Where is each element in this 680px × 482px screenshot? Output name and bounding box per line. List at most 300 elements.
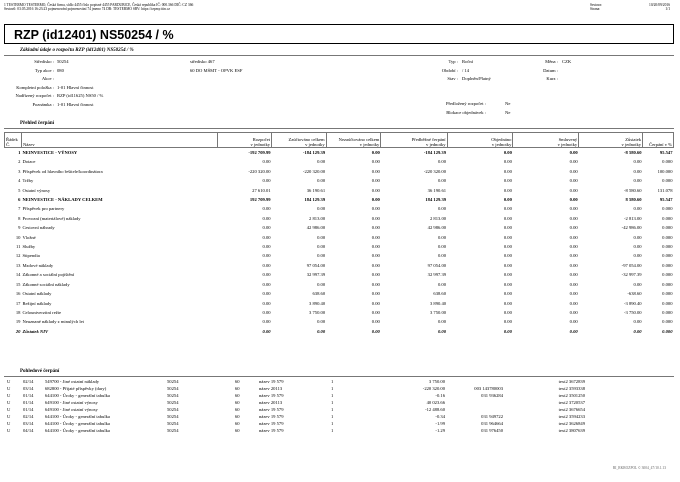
overview-table bbox=[4, 132, 674, 336]
row-number: 7 bbox=[18, 206, 21, 212]
col-header: Název bbox=[21, 133, 217, 148]
movement-cell: 031 964664 bbox=[481, 421, 503, 426]
movement-cell: název 19 579 bbox=[259, 428, 284, 433]
row-value: 0.00 bbox=[503, 262, 512, 268]
movement-cell: název 19 579 bbox=[259, 414, 284, 419]
row-number: 10 bbox=[15, 234, 21, 240]
row-value: 95.547 bbox=[659, 150, 673, 155]
row-value: 0.000 bbox=[662, 291, 673, 297]
row-number: 13 bbox=[15, 262, 21, 268]
row-value: 36 190.61 bbox=[306, 187, 326, 193]
row-value: 0.00 bbox=[371, 281, 380, 287]
row-value: 0.00 bbox=[569, 272, 578, 278]
row-value: 0.00 bbox=[569, 328, 578, 334]
row-value: -42 986.00 bbox=[621, 225, 642, 231]
movement-cell: 1 bbox=[331, 386, 334, 391]
row-value: 0.00 bbox=[371, 300, 380, 306]
movement-cell: 50254 bbox=[167, 379, 179, 384]
row-number: 18 bbox=[15, 309, 21, 315]
row-value: 0.00 bbox=[317, 244, 326, 250]
row-number: 14 bbox=[15, 272, 21, 278]
currency-label: Měna : bbox=[545, 59, 558, 64]
row-value: 0.00 bbox=[569, 244, 578, 250]
row-value: 0.00 bbox=[503, 187, 512, 193]
page-title: RZP (id12401) NS50254 / % bbox=[14, 28, 174, 42]
row-value: 0.00 bbox=[371, 262, 380, 268]
row-value: -2 813.00 bbox=[623, 215, 642, 221]
row-name: Dotace bbox=[22, 159, 36, 165]
row-number: 20 bbox=[15, 328, 21, 334]
row-value: 0.00 bbox=[569, 234, 578, 240]
movement-cell: -0.34 bbox=[435, 414, 445, 419]
movement-cell: 60 bbox=[235, 414, 240, 419]
col-header: Rozpočet v jednotky bbox=[217, 133, 271, 148]
movement-cell: 003 143780003 bbox=[474, 386, 503, 391]
row-value: 36 190.61 bbox=[427, 187, 447, 193]
movement-cell: 1 bbox=[331, 379, 334, 384]
movement-cell: 50254 bbox=[167, 428, 179, 433]
row-value: 0.000 bbox=[662, 178, 673, 184]
movement-cell: 40 023.66 bbox=[426, 400, 445, 405]
movements-heading: Pohledové čerpání bbox=[20, 369, 60, 374]
row-value: 0.00 bbox=[317, 253, 326, 259]
type-label: Typ : bbox=[448, 59, 458, 64]
field-label: Středisko : bbox=[34, 59, 54, 64]
movement-cell: 60 bbox=[235, 428, 240, 433]
row-value: 0.00 bbox=[503, 319, 512, 325]
row-value: 0.00 bbox=[371, 187, 380, 193]
row-name: Celouniverzitní režie bbox=[22, 309, 62, 315]
row-value: 0.00 bbox=[503, 215, 512, 221]
row-value: 0.00 bbox=[317, 281, 326, 287]
row-value: 0.00 bbox=[262, 262, 271, 268]
flag-label: Blokace objednávek : bbox=[446, 109, 486, 115]
movement-cell: U bbox=[7, 386, 11, 391]
row-name: Příspěvek od hlavního řešitele/koordinátora bbox=[22, 168, 103, 174]
row-value: 0.00 bbox=[262, 215, 271, 221]
col-header: Zaúčtováno celkem v jednotky bbox=[272, 133, 327, 148]
row-value: 0.00 bbox=[371, 159, 380, 165]
movement-cell: U bbox=[7, 421, 11, 426]
list-item bbox=[6, 413, 586, 420]
row-value: -192 709.99 bbox=[248, 150, 271, 155]
row-name: Zůstatek NIV bbox=[22, 328, 49, 334]
row-value: -638.60 bbox=[627, 291, 642, 297]
table-row bbox=[5, 233, 674, 242]
field-value bbox=[57, 76, 103, 85]
company-header bbox=[4, 3, 193, 12]
flags-labels bbox=[410, 101, 486, 118]
movement-cell: 031 949722 bbox=[481, 414, 503, 419]
row-value: 0.00 bbox=[569, 168, 578, 174]
row-name: Stipendia bbox=[22, 253, 40, 259]
movement-cell: 1 bbox=[331, 393, 334, 398]
row-value: 0.00 bbox=[371, 253, 380, 259]
basic-info-extra bbox=[190, 59, 242, 76]
row-value: 0.00 bbox=[317, 319, 326, 325]
field-value: 1-01 Hlavní činnost bbox=[57, 101, 94, 107]
row-value: 0.00 bbox=[437, 234, 447, 240]
row-value: 42 986.00 bbox=[306, 225, 326, 231]
row-name: Vložné bbox=[22, 234, 36, 240]
row-value: 0.00 bbox=[569, 206, 578, 212]
table-row bbox=[5, 195, 674, 204]
field-extra: středisko 467 bbox=[190, 59, 215, 64]
table-row bbox=[5, 289, 674, 298]
row-value: 0.00 bbox=[503, 206, 512, 212]
movement-cell: text2 3501250 bbox=[558, 393, 585, 398]
row-number: 16 bbox=[15, 291, 21, 297]
movement-cell: 3 750.00 bbox=[428, 379, 445, 384]
row-value: 0.00 bbox=[262, 178, 271, 184]
movement-cell: 682800 - Přijaté příspěvky (dary) bbox=[45, 386, 107, 391]
movement-cell: 549700 - Jiné ostatní náklady bbox=[45, 379, 100, 384]
report-date-label: Sestava: bbox=[590, 3, 602, 7]
row-value: 3 750.00 bbox=[309, 309, 326, 315]
list-item bbox=[6, 392, 586, 399]
movement-cell: 50254 bbox=[167, 407, 179, 412]
type-value: Roční bbox=[462, 59, 473, 64]
table-row bbox=[5, 223, 674, 232]
row-value: 0.00 bbox=[633, 319, 642, 325]
table-row bbox=[5, 186, 674, 195]
row-name: Tržby bbox=[22, 178, 34, 184]
col-header: Smluvený v jednotky bbox=[513, 133, 579, 148]
movement-cell: 60 bbox=[235, 386, 240, 391]
row-number: 8 bbox=[18, 215, 21, 221]
row-number: 19 bbox=[15, 319, 21, 325]
row-value: 0.00 bbox=[371, 178, 380, 184]
page-number: 1/1 bbox=[665, 7, 670, 12]
movement-cell: 04/14 bbox=[23, 428, 34, 433]
row-value: 0.00 bbox=[262, 206, 271, 212]
row-value: 0.000 bbox=[662, 281, 673, 287]
table-row bbox=[5, 327, 674, 336]
row-value: -184 129.39 bbox=[423, 150, 447, 155]
row-value: 0.00 bbox=[569, 281, 578, 287]
page-label: Strana: bbox=[590, 7, 601, 12]
row-value: 100.000 bbox=[657, 168, 673, 174]
row-value: 0.00 bbox=[633, 159, 642, 165]
report-meta bbox=[590, 3, 670, 12]
movement-cell: text2 3626849 bbox=[558, 421, 585, 426]
movement-cell: 01/14 bbox=[23, 407, 34, 412]
row-value: 0.00 bbox=[262, 309, 271, 315]
movement-cell: 60 bbox=[235, 393, 240, 398]
row-value: 0.00 bbox=[437, 319, 447, 325]
row-value: 0.000 bbox=[662, 159, 673, 165]
row-value: 0.00 bbox=[503, 309, 512, 315]
row-value: 0.00 bbox=[503, 328, 512, 334]
currency-values bbox=[562, 59, 571, 68]
movement-cell: text2 3593338 bbox=[558, 386, 585, 391]
movement-cell: -1.99 bbox=[435, 421, 445, 426]
row-value: 0.00 bbox=[503, 197, 512, 203]
row-value: 0.000 bbox=[662, 328, 673, 334]
row-number: 2 bbox=[18, 159, 21, 165]
row-value: 0.00 bbox=[569, 319, 578, 325]
field-value: 1-01 Hlavní činnost bbox=[57, 84, 94, 90]
movements-table bbox=[6, 378, 586, 434]
row-value: 0.00 bbox=[569, 187, 578, 193]
company-line: 1 TESTERMO TESTERMO, Česká firma, sídlo 4455 číslo popisné 4455 PARDUBICE, Česká republika IČ: 000.366 DIČ: CZ 366 bbox=[4, 3, 194, 7]
row-value: 0.000 bbox=[662, 253, 673, 259]
movement-cell: 02/14 bbox=[23, 414, 34, 419]
row-number: 6 bbox=[18, 197, 21, 203]
row-value: 0.00 bbox=[569, 309, 578, 315]
movement-cell: 644100 - Úroky - generální tabulka bbox=[45, 421, 110, 426]
period-label: Období : bbox=[441, 67, 458, 73]
row-value: 0.000 bbox=[662, 215, 673, 221]
row-name: Služby bbox=[22, 244, 36, 250]
row-value: -220 320.00 bbox=[423, 168, 447, 174]
overview-heading: Přehled čerpání bbox=[20, 121, 55, 126]
table-row bbox=[5, 261, 674, 270]
movement-cell: 50254 bbox=[167, 414, 179, 419]
movement-cell: text2 3807639 bbox=[558, 428, 585, 433]
field-value: 50254 bbox=[57, 59, 69, 64]
row-value: 0.00 bbox=[317, 206, 326, 212]
row-value: 192 709.99 bbox=[249, 197, 271, 203]
row-value: 0.00 bbox=[503, 281, 512, 287]
row-value: 0.00 bbox=[503, 300, 512, 306]
row-value: 0.00 bbox=[633, 178, 642, 184]
table-row bbox=[5, 299, 674, 308]
movement-cell: U bbox=[7, 428, 11, 433]
row-value: 0.00 bbox=[569, 150, 578, 155]
row-value: 0.00 bbox=[437, 328, 447, 334]
field-value: RZP (id11625) NS50 / % bbox=[57, 93, 104, 98]
row-value: 0.00 bbox=[437, 206, 447, 212]
row-value: -3 750.00 bbox=[623, 309, 642, 315]
movement-cell: 60 bbox=[235, 400, 240, 405]
row-value: -8 580.60 bbox=[623, 150, 642, 155]
row-value: 0.00 bbox=[371, 225, 380, 231]
row-value: 0.00 bbox=[371, 244, 380, 250]
row-value: 0.00 bbox=[262, 244, 271, 250]
row-value: 0.00 bbox=[633, 281, 642, 287]
state-value: Doplněn/Platný bbox=[462, 76, 491, 81]
table-row bbox=[5, 242, 674, 251]
row-number: 9 bbox=[18, 225, 21, 231]
movement-cell: 60 bbox=[235, 379, 240, 384]
row-value: 0.00 bbox=[371, 206, 380, 212]
movement-cell: text2 3594233 bbox=[558, 414, 585, 419]
row-value: 0.00 bbox=[503, 244, 512, 250]
row-value: 638.60 bbox=[433, 291, 447, 297]
rate-label: Kurz : bbox=[546, 76, 558, 81]
list-item bbox=[6, 385, 586, 392]
col-header: Zůstatek v jednotky bbox=[579, 133, 643, 148]
movement-cell: název 19 579 bbox=[259, 421, 284, 426]
row-number: 3 bbox=[18, 168, 21, 174]
row-value: 95.547 bbox=[659, 197, 673, 203]
row-value: 0.00 bbox=[262, 159, 271, 165]
movement-cell: U bbox=[7, 393, 11, 398]
row-name: Provozní (materiálové) náklady bbox=[22, 215, 81, 221]
row-value: 0.00 bbox=[569, 159, 578, 165]
generated-line: Sestavil: 03.05.2016 16:23:23 pojmenování pojmenování 74 jmeno 74 DB: TESTERMO SRV: https://rzpmy.ttin.cz bbox=[4, 7, 170, 12]
row-name: Režijní náklady bbox=[22, 300, 52, 306]
movement-cell: U bbox=[7, 379, 11, 384]
row-value: 0.00 bbox=[317, 234, 326, 240]
row-value: 0.00 bbox=[262, 225, 271, 231]
row-value: 0.00 bbox=[569, 215, 578, 221]
row-value: 0.00 bbox=[437, 281, 447, 287]
row-value: 0.00 bbox=[371, 328, 380, 334]
field-value: 080 bbox=[57, 67, 64, 73]
movement-cell: -220 320.00 bbox=[422, 386, 445, 391]
row-value: 0.00 bbox=[262, 328, 271, 334]
row-value: -8 580.60 bbox=[623, 187, 642, 193]
row-value: 0.00 bbox=[633, 206, 642, 212]
row-value: 0.00 bbox=[371, 168, 380, 174]
row-value: 0.00 bbox=[503, 272, 512, 278]
row-name: Cestovní náhrady bbox=[22, 225, 55, 231]
row-value: 0.00 bbox=[503, 234, 512, 240]
row-value: 0.000 bbox=[662, 272, 673, 278]
row-value: 0.00 bbox=[317, 328, 326, 334]
row-value: 0.00 bbox=[317, 178, 326, 184]
row-name: Neuznané náklady z minulých let bbox=[22, 319, 84, 325]
movement-cell: 031 936284 bbox=[481, 393, 503, 398]
movement-cell: 649100 - Jiné ostatní výnosy bbox=[45, 400, 98, 405]
movement-cell: U bbox=[7, 400, 11, 405]
list-item bbox=[6, 406, 586, 413]
row-value: 0.00 bbox=[437, 244, 447, 250]
movement-cell: 1 bbox=[331, 400, 334, 405]
row-value: 0.00 bbox=[437, 178, 447, 184]
row-value: 0.00 bbox=[262, 281, 271, 287]
movement-cell: text2 3676654 bbox=[558, 407, 585, 412]
row-value: 0.00 bbox=[569, 225, 578, 231]
movement-cell: 649100 - Jiné ostatní výnosy bbox=[45, 407, 98, 412]
field-label: Akce : bbox=[41, 76, 54, 81]
table-row bbox=[5, 308, 674, 317]
row-name: Ostatní náklady bbox=[22, 291, 52, 297]
movement-cell: název 20113 bbox=[259, 386, 283, 391]
row-name: NEINVESTICE - NÁKLADY CELKEM bbox=[22, 197, 103, 203]
movement-cell bbox=[446, 378, 504, 385]
row-value: 0.000 bbox=[662, 319, 673, 325]
movement-cell: 1 bbox=[331, 428, 334, 433]
row-value: 3 750.00 bbox=[429, 309, 447, 315]
movement-cell: 644100 - Úroky - generální tabulka bbox=[45, 414, 110, 419]
row-value: 0.00 bbox=[371, 309, 380, 315]
type-labels bbox=[410, 59, 458, 85]
row-value: 0.00 bbox=[262, 300, 271, 306]
flag-label: Předložený rozpočet : bbox=[445, 101, 486, 106]
period-value: / 14 bbox=[462, 67, 470, 73]
movement-cell: 031 976450 bbox=[481, 428, 503, 433]
row-value: 0.00 bbox=[569, 300, 578, 306]
row-number: 15 bbox=[15, 281, 21, 287]
row-value: 42 986.00 bbox=[427, 225, 447, 231]
list-item bbox=[6, 399, 586, 406]
report-date: 10/20/09/2016 bbox=[649, 3, 670, 7]
row-value: 0.00 bbox=[503, 253, 512, 259]
movement-cell: 60 bbox=[235, 421, 240, 426]
basic-info-values bbox=[57, 59, 103, 110]
field-label: Kompletní položka : bbox=[16, 84, 54, 90]
row-value: 0.00 bbox=[262, 253, 271, 259]
row-number: 1 bbox=[18, 150, 21, 155]
row-number: 12 bbox=[15, 253, 21, 259]
table-row bbox=[5, 317, 674, 326]
row-value: 3 890.40 bbox=[309, 300, 326, 306]
movement-cell: 644100 - Úroky - generální tabulka bbox=[45, 428, 110, 433]
row-value: 0.00 bbox=[633, 244, 642, 250]
row-value: 8 580.60 bbox=[625, 197, 642, 203]
row-value: 184 129.39 bbox=[304, 197, 326, 203]
table-row bbox=[5, 176, 674, 185]
movement-cell: U bbox=[7, 407, 11, 412]
table-row bbox=[5, 204, 674, 213]
movement-cell: 1 bbox=[331, 421, 334, 426]
row-value: 97 054.00 bbox=[306, 262, 326, 268]
table-row bbox=[5, 167, 674, 176]
col-header: Nezaúčtováno celkem v jednotky bbox=[326, 133, 381, 148]
row-value: 0.00 bbox=[503, 150, 512, 155]
movement-cell: název 19 579 bbox=[259, 379, 284, 384]
row-value: 97 054.00 bbox=[427, 262, 447, 268]
table-row bbox=[5, 148, 674, 158]
col-header: Objednáno v jednotky bbox=[447, 133, 513, 148]
row-value: 0.000 bbox=[662, 244, 673, 250]
currency-labels bbox=[520, 59, 558, 85]
movement-cell: název 19 579 bbox=[259, 393, 284, 398]
row-value: 0.00 bbox=[503, 291, 512, 297]
list-item bbox=[6, 420, 586, 427]
row-value: 0.000 bbox=[662, 300, 673, 306]
row-value: 0.00 bbox=[262, 291, 271, 297]
row-value: 0.00 bbox=[503, 225, 512, 231]
date-label: Datum : bbox=[543, 67, 558, 73]
movement-cell: název 20113 bbox=[259, 400, 283, 405]
row-number: 17 bbox=[15, 300, 21, 306]
row-value: 2 813.00 bbox=[309, 215, 326, 221]
row-value: 0.000 bbox=[662, 309, 673, 315]
field-extra: 60 DO MŠMT - OPVK ESF bbox=[190, 67, 243, 73]
table-row bbox=[5, 270, 674, 279]
movement-cell: -12 488.60 bbox=[425, 407, 445, 412]
movement-cell: 60 bbox=[235, 407, 240, 412]
row-value: 0.00 bbox=[262, 272, 271, 278]
row-value: -32 997.39 bbox=[621, 272, 642, 278]
movement-cell: -0.16 bbox=[435, 393, 445, 398]
movement-cell: 03/14 bbox=[23, 421, 34, 426]
row-value: 27 610.01 bbox=[252, 187, 271, 193]
row-value: 0.00 bbox=[371, 291, 380, 297]
row-value: 32 997.39 bbox=[427, 272, 447, 278]
row-value: 0.00 bbox=[633, 328, 642, 334]
field-label: Nadřízený rozpočet : bbox=[15, 93, 54, 98]
movement-cell: 50254 bbox=[167, 386, 179, 391]
row-value: -220 320.00 bbox=[248, 168, 271, 174]
basic-info-labels bbox=[4, 59, 54, 110]
row-value: 0.00 bbox=[503, 178, 512, 184]
row-value: 0.00 bbox=[371, 215, 380, 221]
row-value: -97 054.00 bbox=[621, 262, 642, 268]
row-value: 0.00 bbox=[633, 168, 642, 174]
row-name: Mzdové náklady bbox=[22, 262, 54, 268]
row-value: 0.00 bbox=[633, 234, 642, 240]
row-value: 0.000 bbox=[662, 262, 673, 268]
row-value: 0.00 bbox=[371, 319, 380, 325]
col-header: Předběžné čerpání v jednotky bbox=[381, 133, 447, 148]
row-value: 0.00 bbox=[371, 197, 380, 203]
movement-cell: 50254 bbox=[167, 393, 179, 398]
